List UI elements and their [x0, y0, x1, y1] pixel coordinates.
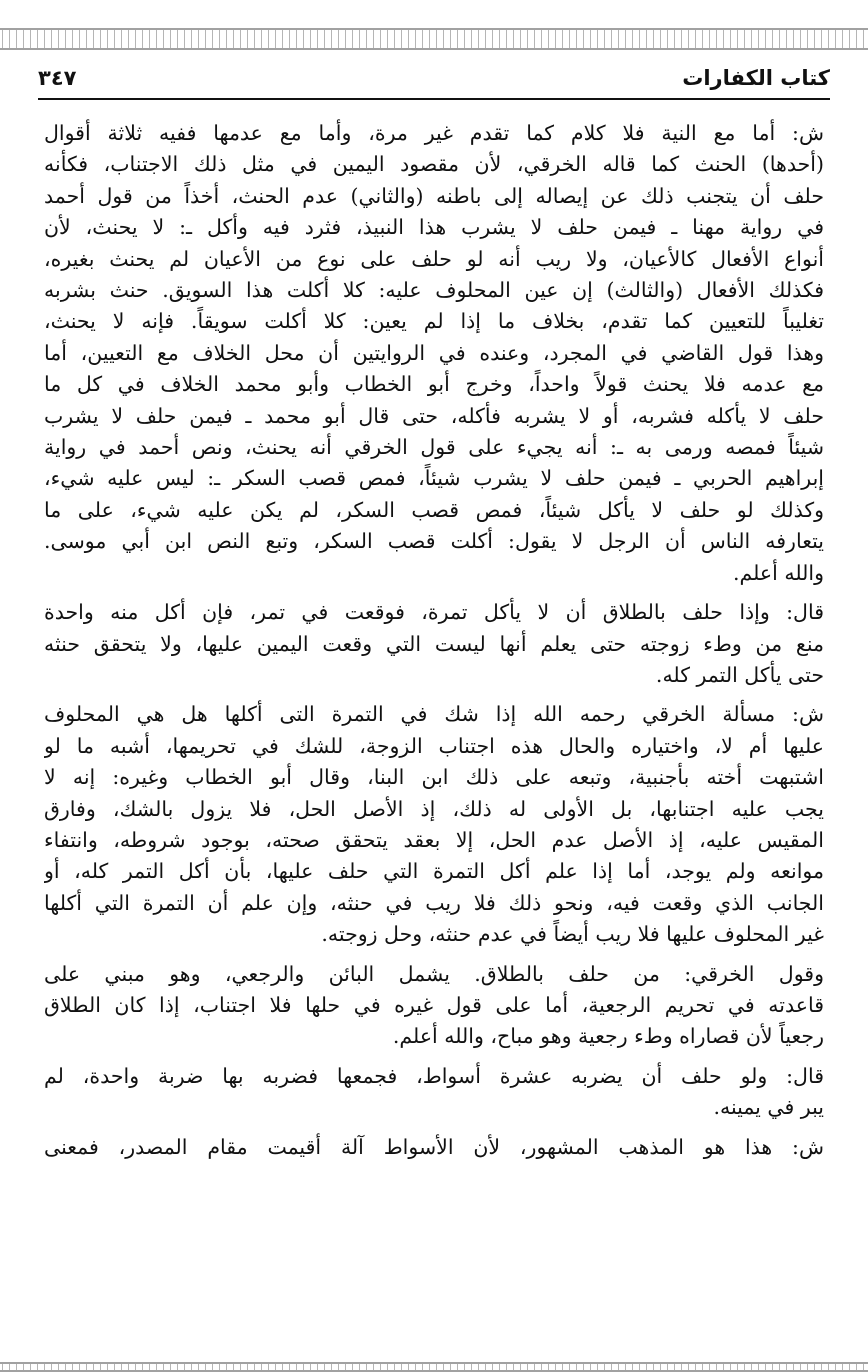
book-title: كتاب الكفارات — [682, 66, 830, 90]
text-line: شيئاً فمصه ورمى به ـ: أنه يجيء على قول الخرقي أنه يحنث، ونص أحمد في رواية — [44, 435, 824, 460]
text-line: مع عدمه فلا يحنث قولاً واحداً، وخرج أبو الخطاب وأبو محمد الخلاف في كل ما — [44, 372, 824, 397]
text-line: (أحدها) الحنث كما قاله الخرقي، لأن مقصود اليمين في مثل ذلك الاجتناب، فكأنه — [44, 152, 824, 177]
text-line: عليها أم لا، واختياره والحال هذه اجتناب الزوجة، للشك في تحريمها، أشبه ما لو — [44, 733, 824, 758]
text-line: أنواع الأفعال كالأعيان، ولا ريب أنه لو حلف على نوع من الأعيان لم يحنث بغيره، — [44, 246, 824, 271]
text-line: اشتبهت أخته بأجنبية، وتبعه على ذلك ابن البنا، وقال أبو الخطاب وغيره: إنه لا — [44, 765, 824, 790]
paragraph — [44, 959, 824, 1053]
header-rule — [38, 98, 830, 100]
text-line: وقول الخرقي: من حلف بالطلاق. يشمل البائن والرجعي، وهو مبني على — [44, 961, 824, 986]
paragraph — [44, 118, 824, 589]
text-line: فكذلك الأفعال (والثالث) إن عين المحلوف عليه: كلا أكلت هذا السويق. حنث بشربه — [44, 278, 824, 303]
text-line: والله أعلم. — [732, 560, 824, 585]
text-line: موانعه ولم يوجد، أما إذا علم أكل التمرة التي حلف عليها، بأن أكل التمر كله، أو — [44, 859, 824, 884]
paragraph — [44, 1061, 824, 1124]
text-line: قال: وإذا حلف بالطلاق أن لا يأكل تمرة، فوقعت في تمر، فإن أكل منه واحدة — [44, 600, 824, 625]
paragraph — [44, 1132, 824, 1163]
text-line: في رواية مهنا ـ فيمن حلف لا يشرب هذا النبيذ، فثرد فيه وأكل ـ: لا يحنث، لأن — [44, 215, 824, 240]
text-line: يجب عليه اجتنابها، بل الأولى له ذلك، إذ الأصل الحل، فلا يزول بالشك، وفارق — [44, 796, 824, 821]
text-line: قاعدته في تحريم الرجعية، أما على قول غيره في حلها فلا اجتناب، إذا كان الطلاق — [44, 992, 824, 1017]
text-line: حتى يأكل التمر كله. — [655, 662, 824, 687]
text-line: تغليباً للتعيين كما تقدم، بخلاف ما إذا لم يعين: كلا أكلت سويقاً. فإنه لا يحنث، — [44, 309, 824, 334]
text-line: رجعياً لأن قصاراه وطء رجعية وهو مباح، والله أعلم. — [392, 1024, 824, 1049]
text-line: ش: مسألة الخرقي رحمه الله إذا شك في التمرة التى أكلها هل هي المحلوف — [44, 702, 824, 727]
page-number: ٣٤٧ — [38, 66, 77, 90]
text-line: إبراهيم الحربي ـ فيمن حلف لا يشرب شيئاً، فمص قصب السكر ـ: ليس عليه شيء، — [44, 466, 824, 491]
text-line: حلف أن يتجنب ذلك عن إيصاله إلى باطنه (والثاني) عدم الحنث، أخذاً من قول أحمد — [44, 183, 824, 208]
page-body — [44, 118, 824, 1163]
bottom-ornament-border — [0, 1362, 868, 1372]
paragraph — [44, 699, 824, 950]
text-line: المقيس عليه، إذ الأصل عدم الحل، إلا بعقد يتحقق صحته، بوجود شروطه، وانتفاء — [44, 827, 824, 852]
text-line: يتعارفه الناس أن الرجل لا يقول: أكلت قصب السكر، وتبع النص ابن أبي موسى. — [44, 529, 824, 554]
text-line: منع من وطء زوجته حتى يعلم أنها ليست التي وقعت اليمين عليها، ولا يتحقق حنثه — [44, 631, 824, 656]
text-line: وهذا قول القاضي في المجرد، وعنده في الروايتين أن محل الخلاف مع التعيين، أما — [44, 340, 824, 365]
text-line: الجانب الذي وقعت فيه، ونحو ذلك فلا ريب في حنثه، وإن علم أن التمرة التي أكلها — [44, 890, 824, 915]
text-line: حلف لا يأكله فشربه، أو لا يشربه فأكله، حتى قال أبو محمد ـ فيمن حلف لا يشرب — [44, 403, 824, 428]
page-header — [38, 60, 830, 100]
text-line: قال: ولو حلف أن يضربه عشرة أسواط، فجمعها فضربه بها ضربة واحدة، لم — [44, 1063, 824, 1088]
text-line: غير المحلوف عليها فلا ريب أيضاً في عدم حنثه، وحل زوجته. — [321, 922, 824, 947]
text-line: ش: هذا هو المذهب المشهور، لأن الأسواط آلة أقيمت مقام المصدر، فمعنى — [44, 1134, 824, 1159]
paragraph — [44, 597, 824, 691]
text-line: ش: أما مع النية فلا كلام كما تقدم غير مرة، وأما مع عدمها ففيه ثلاثة أقوال — [44, 121, 824, 145]
top-ornament-border — [0, 28, 868, 50]
text-line: يبر في يمينه. — [713, 1095, 824, 1120]
text-line: وكذلك لو حلف لا يأكل شيئاً، فمص قصب السكر، لم يكن عليه شيء، على ما — [44, 497, 824, 522]
